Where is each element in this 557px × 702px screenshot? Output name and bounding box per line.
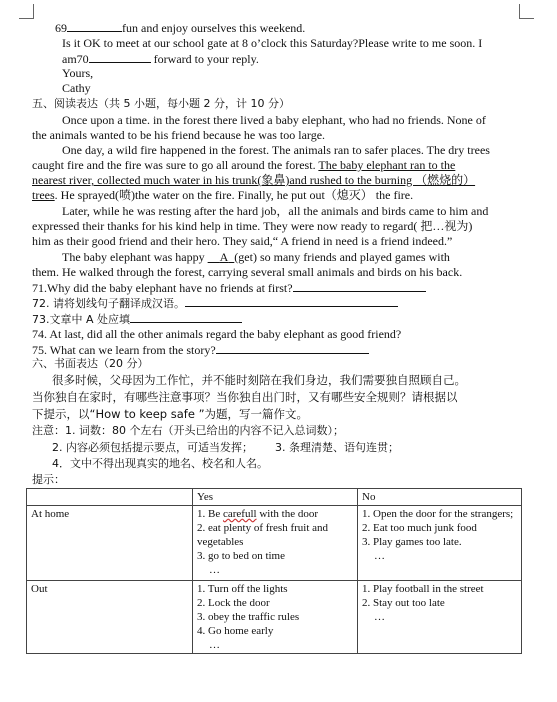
list-item: 2. eat plenty of fresh fruit and vegetables [197, 522, 329, 548]
question-71 [32, 280, 557, 295]
list-item: 1. Turn off the lights [197, 583, 288, 595]
underlined-sentence-part2: nearest river, collected much water in his trunk(象鼻)and rushed to the burning （燃烧的） [32, 173, 476, 187]
writing-note-2 [52, 441, 557, 455]
answer-line-71[interactable] [293, 280, 426, 292]
list-item: 4. Go home early [197, 625, 274, 637]
misspelled-word: carefull [222, 508, 257, 520]
question-71-text: 71.Why did the baby elephant have no friends at first? [32, 281, 293, 295]
row-label-out: Out [27, 581, 193, 654]
passage-p2-line2-text: caught fire and the fire was sure to go all around the forest. [32, 158, 316, 172]
writing-prompt-line2: 当你独自在家时，有哪些注意事项？当你独自出门时，又有哪些安全规则？请根据以 [32, 390, 458, 404]
answer-line-75[interactable] [216, 342, 369, 354]
list-item: 1. Open the door for the strangers; [362, 508, 514, 520]
list-item: … [374, 550, 385, 562]
table-row [27, 581, 522, 654]
blank-a-label: A [219, 250, 229, 264]
passage-p2-line4-text: . He sprayed(喷)the water on the fire. Finally, he put out（熄灭） the fire. [54, 188, 414, 202]
passage-p3-line1: Later, while he was resting after the hard job，all the animals and birds came to him and [62, 204, 489, 218]
answer-blank-70[interactable] [89, 51, 151, 63]
list-item: … [209, 564, 220, 576]
list-item: 2. Lock the door [197, 597, 270, 609]
letter-closing: Yours, [62, 66, 94, 80]
cell-at-home-yes [193, 506, 358, 581]
tips-table [26, 488, 522, 654]
cell-at-home-no [358, 506, 522, 581]
list-item: 3. Play games too late. [362, 536, 462, 548]
table-header-row [27, 489, 522, 506]
writing-note-2b: 3. 条理清楚、语句连贯； [275, 441, 399, 454]
list-item: … [374, 611, 385, 623]
passage-p2-line1: One day, a wild fire happened in the forest. The animals ran to safer places. The dry trees [62, 143, 490, 157]
answer-blank-a[interactable] [208, 250, 235, 264]
writing-section-heading: 六、书面表达（20 分） [32, 357, 149, 370]
answer-line-73[interactable] [130, 311, 242, 323]
passage-p4-text-a: The baby elephant was happy [62, 250, 205, 264]
page-corner-mark-left [19, 4, 34, 19]
blank-69-line [55, 20, 557, 35]
tips-label: 提示： [32, 473, 65, 486]
question-75 [32, 342, 557, 357]
list-item: 1. Be carefull with the door [197, 508, 318, 520]
blank-69-text: fun and enjoy ourselves this weekend. [122, 21, 306, 35]
passage-p1-line2: the animals wanted to be his friend because he was too large. [32, 128, 326, 142]
blank-70-number: am70 [62, 52, 89, 66]
page-corner-mark-right [519, 4, 534, 19]
list-item: … [209, 639, 220, 651]
writing-note-3: 4．文中不得出现真实的地名、校名和人名。 [52, 457, 268, 470]
passage-p2-line4 [32, 188, 557, 202]
reading-section-heading: 五、阅读表达（共 5 小题，每小题 2 分，计 10 分） [32, 97, 290, 110]
cell-out-yes [193, 581, 358, 654]
table-header-cell [27, 489, 193, 506]
passage-p1-line1: Once upon a time. in the forest there lived a baby elephant, who had no friends. None of [62, 113, 486, 127]
table-header-cell: No [358, 489, 522, 506]
question-74: 74. At last, did all the other animals regard the baby elephant as good friend? [32, 327, 402, 341]
passage-p3-line3: him as their good friend and their hero. They said,“ A friend in need is a friend indeed.” [32, 234, 453, 248]
passage-p4-line2: them. He walked through the forest, carrying several small animals and birds on his back. [32, 265, 463, 279]
passage-p4-line1 [62, 250, 557, 264]
underlined-sentence-part1: The baby elephant ran to the [318, 158, 456, 172]
meet-line: Is it OK to meet at our school gate at 8 o’clock this Saturday?Please write to me soon. I [62, 36, 483, 50]
list-item: 2. Stay out too late [362, 597, 445, 609]
list-item: 1. Play football in the street [362, 583, 484, 595]
question-72 [32, 295, 557, 311]
question-75-text: 75. What can we learn from the story? [32, 343, 216, 357]
list-item: 3. go to bed on time [197, 550, 285, 562]
passage-p4-text-c: (get) so many friends and played games with [234, 250, 450, 264]
table-row [27, 506, 522, 581]
blank-70-text: forward to your reply. [153, 52, 259, 66]
question-73 [32, 311, 557, 327]
passage-p3-line2: expressed their thanks for his kind help in time. They were now ready to regard( 把…视为) [32, 219, 473, 233]
row-label-at-home: At home [27, 506, 193, 581]
blank-69-number: 69 [55, 21, 67, 35]
writing-note-2a: 2. 内容必须包括提示要点，可适当发挥； [52, 441, 253, 454]
question-72-text: 72. 请将划线句子翻译成汉语。 [32, 297, 185, 310]
blank-70-line [62, 51, 557, 66]
answer-line-72[interactable] [185, 295, 398, 307]
letter-signature: Cathy [62, 81, 91, 95]
underlined-sentence-part3: trees [32, 188, 55, 202]
table-header-cell: Yes [193, 489, 358, 506]
cell-out-no [358, 581, 522, 654]
writing-prompt-line3: 下提示，以“How to keep safe ”为题，写一篇作文。 [32, 407, 309, 421]
list-item: 3. obey the traffic rules [197, 611, 300, 623]
writing-prompt-line1: 很多时候，父母因为工作忙，并不能时刻陪在我们身边，我们需要独自照顾自己。 [52, 373, 466, 387]
passage-p2-line2 [32, 158, 557, 172]
answer-blank-69[interactable] [67, 20, 122, 32]
writing-note-1: 注意：1. 词数：80 个左右（开头已给出的内容不记入总词数）； [32, 424, 344, 437]
question-73-text: 73.文章中 A 处应填 [32, 313, 131, 326]
passage-p2-line3 [32, 173, 557, 187]
list-item: 2. Eat too much junk food [362, 522, 477, 534]
